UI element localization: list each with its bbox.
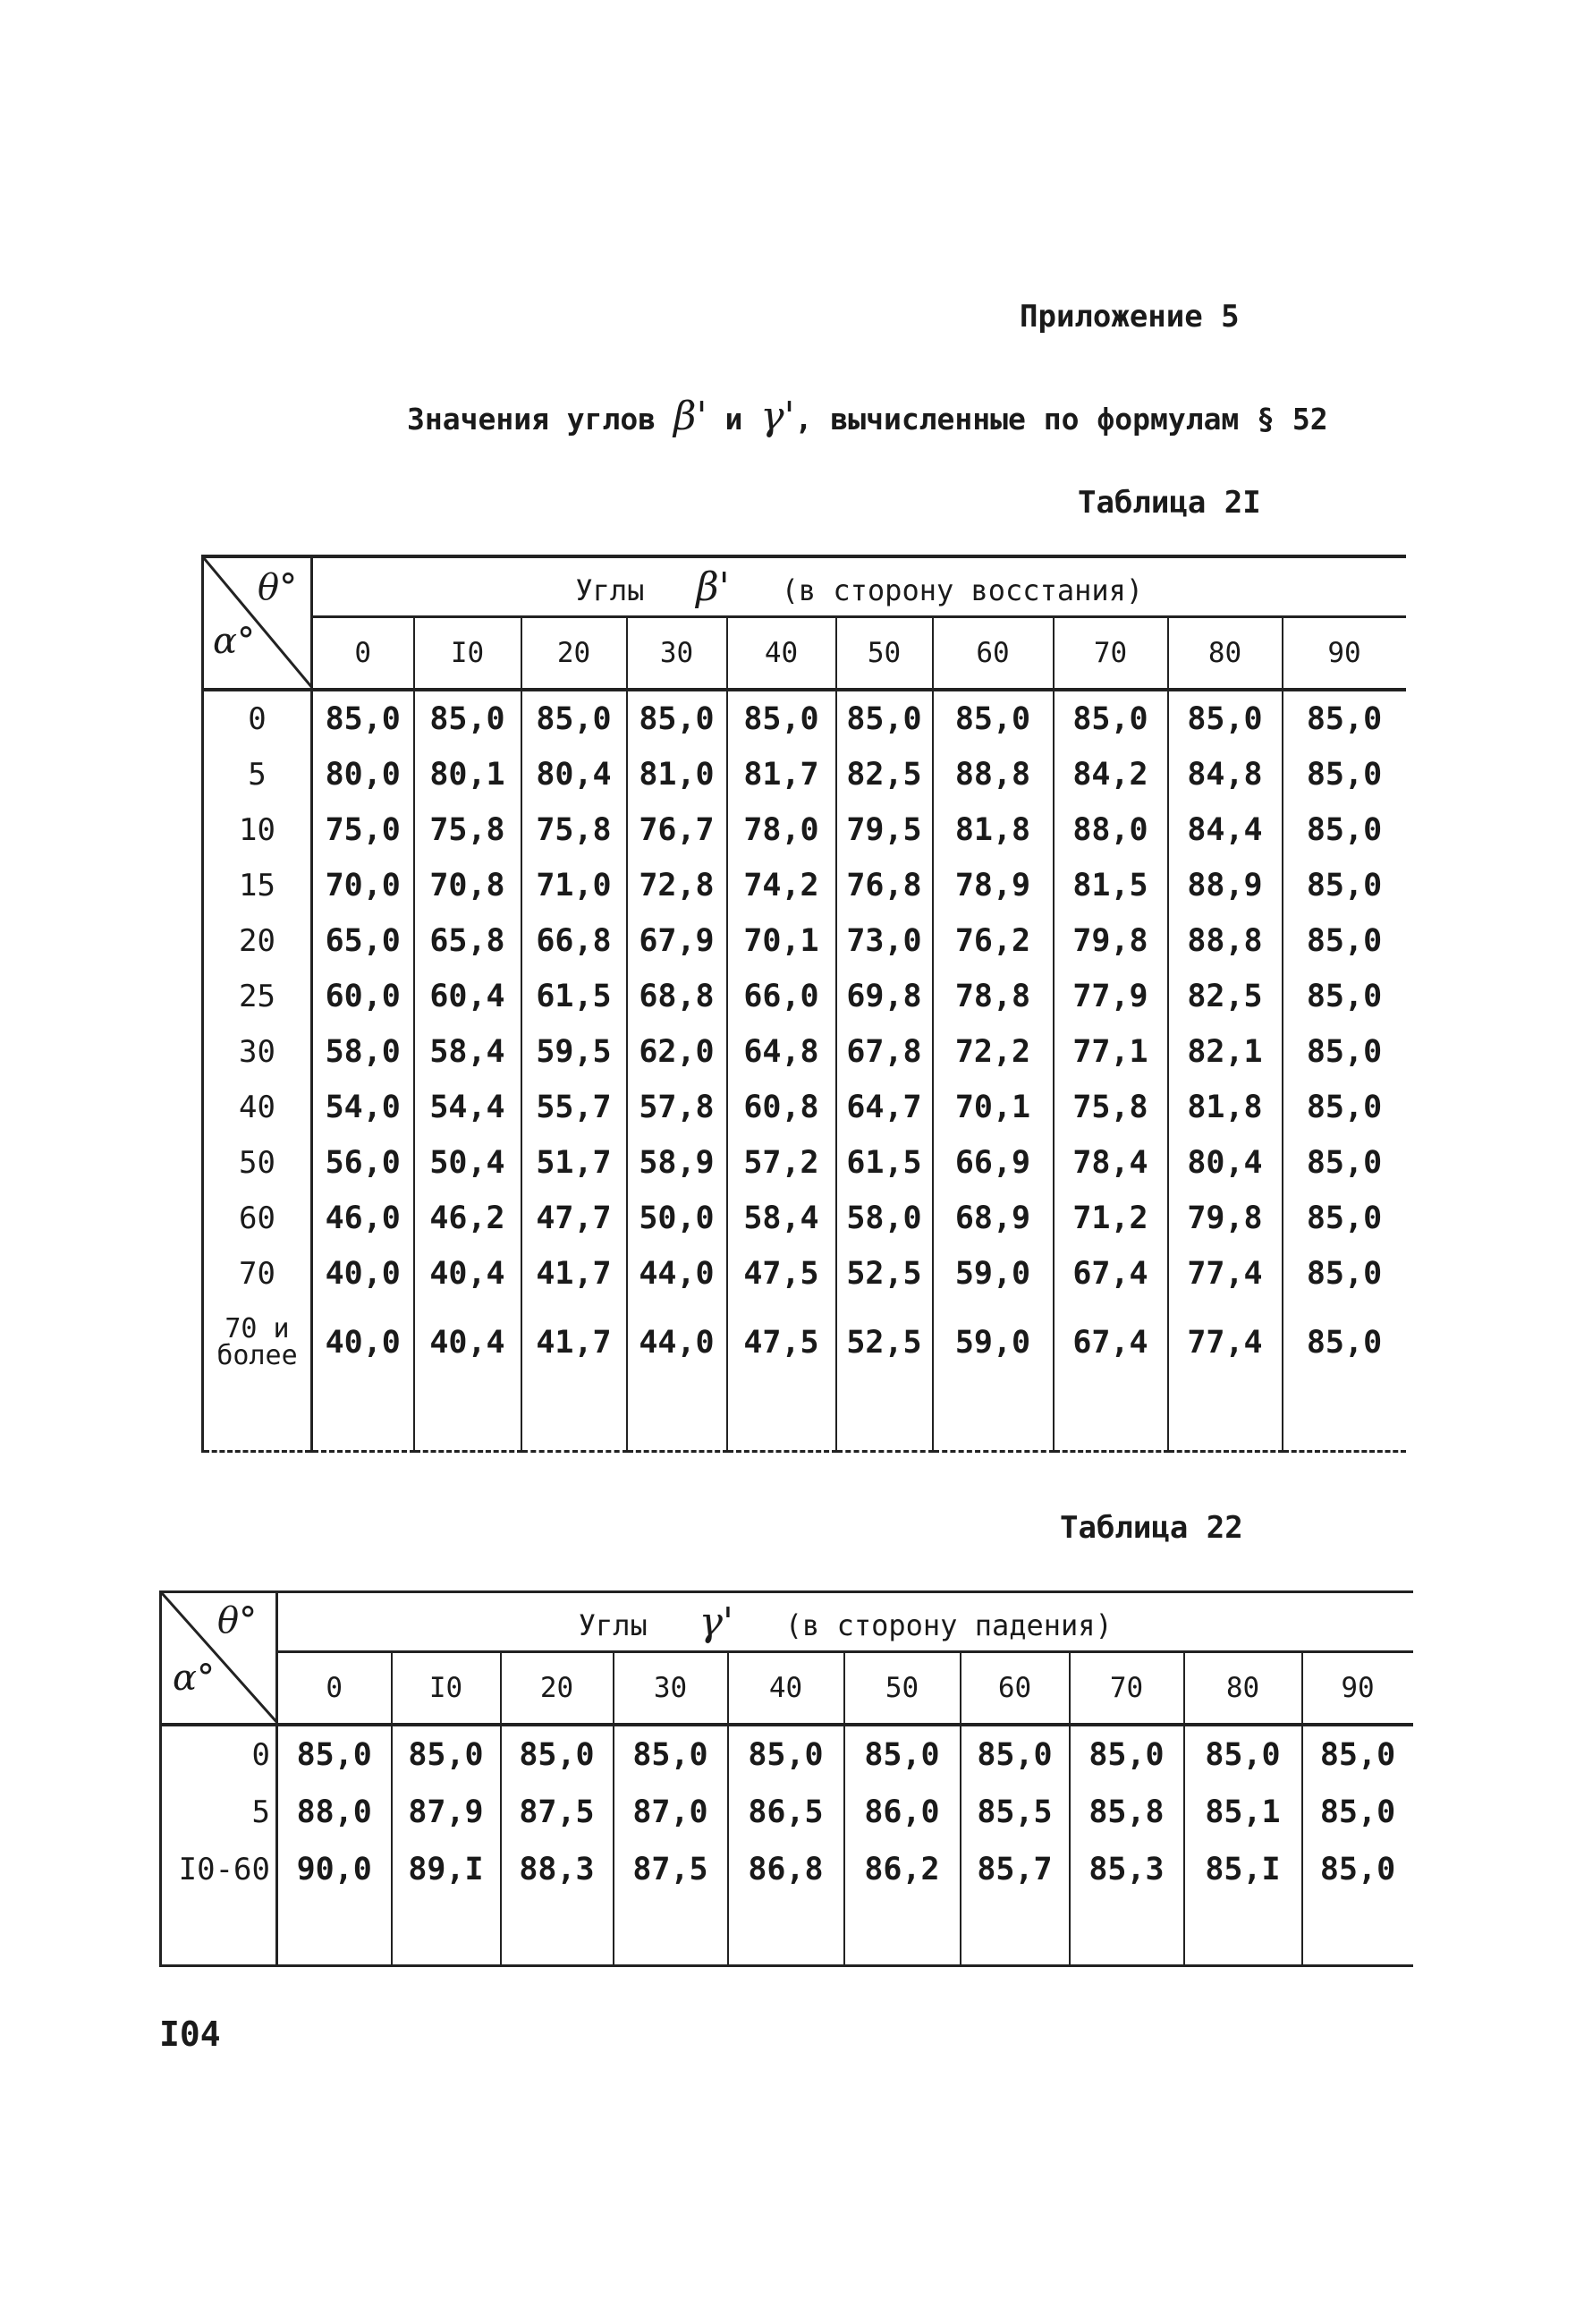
empty-cell	[961, 1898, 1070, 1966]
column-header: 20	[501, 1652, 614, 1726]
column-header: 30	[627, 617, 727, 691]
table-cell: 60,4	[414, 969, 521, 1024]
empty-cell	[277, 1898, 392, 1966]
empty-cell	[203, 1384, 312, 1452]
column-header: 0	[277, 1652, 392, 1726]
table-cell: 85,0	[844, 1725, 961, 1784]
table-cell: 88,3	[501, 1841, 614, 1898]
table-cell: 58,4	[727, 1191, 836, 1246]
empty-cell	[1184, 1898, 1302, 1966]
table-cell: 67,4	[1054, 1246, 1168, 1302]
table-row	[203, 1246, 1406, 1302]
table-cell: 85,0	[1319, 1852, 1396, 1887]
table-cell: 84,2	[1054, 747, 1168, 802]
table-row	[203, 969, 1406, 1024]
table-cell: 85,0	[1306, 1090, 1383, 1125]
table-cell: 44,0	[627, 1302, 727, 1384]
column-header: 80	[1168, 617, 1283, 691]
table-cell: 85,I	[1184, 1841, 1302, 1898]
table-cell: 86,0	[844, 1784, 961, 1841]
table-cell: 44,0	[627, 1246, 727, 1302]
table-cell: 46,0	[312, 1191, 414, 1246]
table22	[159, 1590, 1413, 1967]
row-alpha: 70	[203, 1246, 312, 1302]
table-cell: 85,0	[1306, 1200, 1383, 1236]
column-header: 0	[312, 617, 414, 691]
table-cell: 85,0	[1306, 812, 1383, 848]
table-cell: 54,0	[312, 1080, 414, 1135]
table-cell: 85,0	[1306, 923, 1383, 959]
table-cell: 67,8	[836, 1024, 933, 1080]
row-alpha: 25	[203, 969, 312, 1024]
table-cell: 61,5	[836, 1135, 933, 1191]
table-cell: 88,9	[1168, 858, 1283, 913]
table-cell: 85,0	[1306, 868, 1383, 903]
table-cell: 74,2	[727, 858, 836, 913]
title-beta-symbol: β'	[673, 394, 707, 439]
table-cell: 82,5	[1168, 969, 1283, 1024]
table-cell: 66,9	[933, 1135, 1054, 1191]
row-alpha: 5	[161, 1784, 277, 1841]
table-cell: 79,8	[1168, 1191, 1283, 1246]
table-cell: 85,0	[1070, 1725, 1184, 1784]
table-cell: 40,4	[414, 1302, 521, 1384]
table-cell: 77,1	[1054, 1024, 1168, 1080]
table-cell: 57,2	[727, 1135, 836, 1191]
table-cell: 71,0	[521, 858, 627, 913]
empty-cell	[836, 1384, 933, 1452]
table-cell: 85,0	[1306, 757, 1383, 793]
table-cell: 46,2	[414, 1191, 521, 1246]
alpha-label: α°	[213, 621, 256, 662]
empty-cell	[1054, 1384, 1168, 1452]
table-cell: 70,1	[727, 913, 836, 969]
table-cell: 85,0	[727, 690, 836, 747]
table-cell: 85,0	[392, 1725, 501, 1784]
row-alpha	[203, 1302, 312, 1384]
table-cell: 68,8	[627, 969, 727, 1024]
table-cell: 47,5	[727, 1246, 836, 1302]
table-bottom-padding	[203, 1384, 1406, 1452]
row-alpha: 60	[203, 1191, 312, 1246]
alpha-label: α°	[173, 1658, 216, 1699]
table-cell: 41,7	[521, 1302, 627, 1384]
title-suffix: , вычисленные по формулам § 52	[794, 402, 1328, 437]
table-cell: 73,0	[836, 913, 933, 969]
table-cell: 85,0	[1168, 690, 1283, 747]
empty-cell	[627, 1384, 727, 1452]
table-cell: 85,8	[1070, 1784, 1184, 1841]
table-cell: 81,5	[1054, 858, 1168, 913]
table-cell: 68,9	[933, 1191, 1054, 1246]
column-header: 40	[728, 1652, 844, 1726]
empty-cell	[414, 1384, 521, 1452]
table-cell: 82,1	[1168, 1024, 1283, 1080]
group-prefix: Углы	[575, 573, 645, 607]
table-cell: 85,5	[961, 1784, 1070, 1841]
table-cell: 80,1	[414, 747, 521, 802]
table-cell: 85,0	[961, 1725, 1070, 1784]
table-cell: 87,5	[614, 1841, 728, 1898]
table-cell: 85,0	[1306, 1034, 1383, 1070]
table-cell: 88,0	[277, 1784, 392, 1841]
table22-group-header	[277, 1592, 1413, 1652]
empty-cell	[1168, 1384, 1283, 1452]
table-cell: 62,0	[627, 1024, 727, 1080]
table-cell: 67,9	[627, 913, 727, 969]
table-cell: 85,0	[277, 1725, 392, 1784]
table-cell: 59,5	[521, 1024, 627, 1080]
table-cell: 72,8	[627, 858, 727, 913]
table-cell: 58,0	[312, 1024, 414, 1080]
table-cell: 85,0	[1306, 1256, 1383, 1292]
column-header: 50	[844, 1652, 961, 1726]
row-alpha: I0-60	[161, 1841, 277, 1898]
table21-group-header	[312, 556, 1406, 617]
table-cell: 60,8	[727, 1080, 836, 1135]
empty-cell	[727, 1384, 836, 1452]
table-cell: 58,0	[836, 1191, 933, 1246]
row-alpha-line1: 70 и	[224, 1313, 290, 1344]
table-cell: 76,7	[627, 802, 727, 858]
table-row	[161, 1841, 1413, 1898]
table-cell: 75,8	[414, 802, 521, 858]
table-cell: 85,0	[521, 690, 627, 747]
table-cell: 88,8	[933, 747, 1054, 802]
table-row	[203, 1024, 1406, 1080]
table-cell: 78,9	[933, 858, 1054, 913]
row-alpha-line2: более	[216, 1340, 298, 1371]
row-alpha: 0	[203, 690, 312, 747]
table-cell: 80,4	[1168, 1135, 1283, 1191]
column-header: 70	[1054, 617, 1168, 691]
table-cell: 86,8	[728, 1841, 844, 1898]
table-row	[203, 1135, 1406, 1191]
table22-label: Таблица 22	[1060, 1510, 1243, 1546]
table21	[201, 555, 1406, 1453]
table21-label: Таблица 2I	[1078, 485, 1261, 521]
table-cell: 85,0	[1306, 979, 1383, 1014]
table-cell: 52,5	[836, 1246, 933, 1302]
group-prefix: Углы	[578, 1607, 648, 1642]
table-cell: 86,2	[844, 1841, 961, 1898]
table-cell: 75,0	[312, 802, 414, 858]
table-cell: 59,0	[933, 1246, 1054, 1302]
empty-cell	[1302, 1898, 1413, 1966]
table-cell: 69,8	[836, 969, 933, 1024]
table-cell: 80,0	[312, 747, 414, 802]
table-cell: 61,5	[521, 969, 627, 1024]
table-cell: 85,0	[933, 690, 1054, 747]
table-cell: 52,5	[836, 1302, 933, 1384]
table-row	[203, 913, 1406, 969]
empty-cell	[614, 1898, 728, 1966]
table-cell: 85,0	[312, 690, 414, 747]
table-row	[203, 1302, 1406, 1384]
row-alpha: 5	[203, 747, 312, 802]
table-cell: 41,7	[521, 1246, 627, 1302]
table-cell: 64,8	[727, 1024, 836, 1080]
table-cell: 47,5	[727, 1302, 836, 1384]
table-cell: 67,4	[1054, 1302, 1168, 1384]
column-header: 20	[521, 617, 627, 691]
row-alpha: 15	[203, 858, 312, 913]
table22-corner	[161, 1592, 277, 1726]
table-cell: 87,0	[614, 1784, 728, 1841]
row-alpha: 50	[203, 1135, 312, 1191]
table-row	[203, 858, 1406, 913]
column-header: 90	[1283, 617, 1406, 691]
table-cell: 85,7	[961, 1841, 1070, 1898]
row-alpha: 20	[203, 913, 312, 969]
empty-cell	[728, 1898, 844, 1966]
column-header: 60	[961, 1652, 1070, 1726]
empty-cell	[521, 1384, 627, 1452]
table-cell: 85,0	[1319, 1737, 1396, 1773]
table-row	[203, 747, 1406, 802]
table-cell: 85,3	[1070, 1841, 1184, 1898]
table-cell: 85,0	[501, 1725, 614, 1784]
column-header: I0	[414, 617, 521, 691]
empty-cell	[1070, 1898, 1184, 1966]
table-cell: 85,0	[1306, 701, 1383, 737]
table-cell: 55,7	[521, 1080, 627, 1135]
table-cell: 64,7	[836, 1080, 933, 1135]
table-cell: 50,0	[627, 1191, 727, 1246]
table-cell: 87,5	[501, 1784, 614, 1841]
table-cell: 85,0	[627, 690, 727, 747]
column-header: I0	[392, 1652, 501, 1726]
empty-cell	[933, 1384, 1054, 1452]
table-cell: 81,8	[1168, 1080, 1283, 1135]
table-cell: 84,4	[1168, 802, 1283, 858]
table-cell: 72,2	[933, 1024, 1054, 1080]
table-cell: 77,9	[1054, 969, 1168, 1024]
table-cell: 85,0	[1319, 1794, 1396, 1830]
table-cell: 90,0	[277, 1841, 392, 1898]
table-cell: 54,4	[414, 1080, 521, 1135]
group-suffix: (в сторону падения)	[784, 1607, 1113, 1642]
title-prefix: Значения углов	[407, 402, 656, 437]
table-cell: 80,4	[521, 747, 627, 802]
table-row	[161, 1784, 1413, 1841]
group-beta-symbol: β'	[696, 564, 730, 610]
table-row	[203, 690, 1406, 747]
table-cell: 81,8	[933, 802, 1054, 858]
column-header: 40	[727, 617, 836, 691]
table21-corner	[203, 556, 312, 690]
table-cell: 84,8	[1168, 747, 1283, 802]
table-cell: 81,7	[727, 747, 836, 802]
table-row	[203, 1080, 1406, 1135]
table-cell: 77,4	[1168, 1302, 1283, 1384]
table-cell: 40,4	[414, 1246, 521, 1302]
table-cell: 85,0	[414, 690, 521, 747]
title-and: и	[724, 402, 743, 437]
table-cell: 85,0	[728, 1725, 844, 1784]
table-cell: 76,8	[836, 858, 933, 913]
table-cell: 79,8	[1054, 913, 1168, 969]
document-title	[407, 394, 1328, 439]
table-cell: 66,0	[727, 969, 836, 1024]
table-cell: 85,0	[1306, 1325, 1383, 1361]
table-cell: 76,2	[933, 913, 1054, 969]
empty-cell	[161, 1898, 277, 1966]
table-cell: 88,8	[1168, 913, 1283, 969]
column-header: 90	[1302, 1652, 1413, 1726]
table-cell: 50,4	[414, 1135, 521, 1191]
table-cell: 58,9	[627, 1135, 727, 1191]
row-alpha: 10	[203, 802, 312, 858]
table-cell: 78,0	[727, 802, 836, 858]
table-cell: 57,8	[627, 1080, 727, 1135]
table-cell: 56,0	[312, 1135, 414, 1191]
column-header: 70	[1070, 1652, 1184, 1726]
table-cell: 47,7	[521, 1191, 627, 1246]
table-cell: 40,0	[312, 1302, 414, 1384]
column-header: 80	[1184, 1652, 1302, 1726]
table-cell: 85,1	[1184, 1784, 1302, 1841]
empty-cell	[501, 1898, 614, 1966]
table-cell: 65,8	[414, 913, 521, 969]
table-cell: 78,4	[1054, 1135, 1168, 1191]
title-gamma-symbol: γ'	[760, 394, 795, 439]
table-cell: 75,8	[521, 802, 627, 858]
table-cell: 88,0	[1054, 802, 1168, 858]
table-cell: 59,0	[933, 1302, 1054, 1384]
table-cell: 65,0	[312, 913, 414, 969]
table-cell: 70,1	[933, 1080, 1054, 1135]
table-cell: 78,8	[933, 969, 1054, 1024]
table-row	[203, 802, 1406, 858]
empty-cell	[392, 1898, 501, 1966]
theta-label: θ°	[258, 567, 298, 608]
empty-cell	[1283, 1384, 1406, 1452]
table-cell: 40,0	[312, 1246, 414, 1302]
group-gamma-symbol: γ'	[699, 1599, 733, 1645]
table-cell: 82,5	[836, 747, 933, 802]
page-number: I04	[159, 2014, 221, 2054]
table-cell: 60,0	[312, 969, 414, 1024]
group-suffix: (в сторону восстания)	[781, 573, 1144, 607]
table-cell: 66,8	[521, 913, 627, 969]
table-cell: 87,9	[392, 1784, 501, 1841]
column-header: 60	[933, 617, 1054, 691]
table-cell: 85,0	[614, 1725, 728, 1784]
table-row	[203, 1191, 1406, 1246]
empty-cell	[312, 1384, 414, 1452]
table-cell: 89,I	[392, 1841, 501, 1898]
table-bottom-padding	[161, 1898, 1413, 1966]
row-alpha: 30	[203, 1024, 312, 1080]
table-cell: 85,0	[1306, 1145, 1383, 1181]
table-row	[161, 1725, 1413, 1784]
row-alpha: 40	[203, 1080, 312, 1135]
table-cell: 85,0	[1184, 1725, 1302, 1784]
table-cell: 75,8	[1054, 1080, 1168, 1135]
table-cell: 70,0	[312, 858, 414, 913]
empty-cell	[844, 1898, 961, 1966]
table-cell: 85,0	[836, 690, 933, 747]
table-cell: 70,8	[414, 858, 521, 913]
row-alpha: 0	[161, 1725, 277, 1784]
table-cell: 77,4	[1168, 1246, 1283, 1302]
column-header: 30	[614, 1652, 728, 1726]
table-cell: 81,0	[627, 747, 727, 802]
table-cell: 79,5	[836, 802, 933, 858]
column-header: 50	[836, 617, 933, 691]
table-cell: 86,5	[728, 1784, 844, 1841]
appendix-title: Приложение 5	[1020, 299, 1240, 335]
table-cell: 51,7	[521, 1135, 627, 1191]
table-cell: 71,2	[1054, 1191, 1168, 1246]
table-cell: 85,0	[1054, 690, 1168, 747]
theta-label: θ°	[217, 1600, 258, 1641]
table-cell: 58,4	[414, 1024, 521, 1080]
